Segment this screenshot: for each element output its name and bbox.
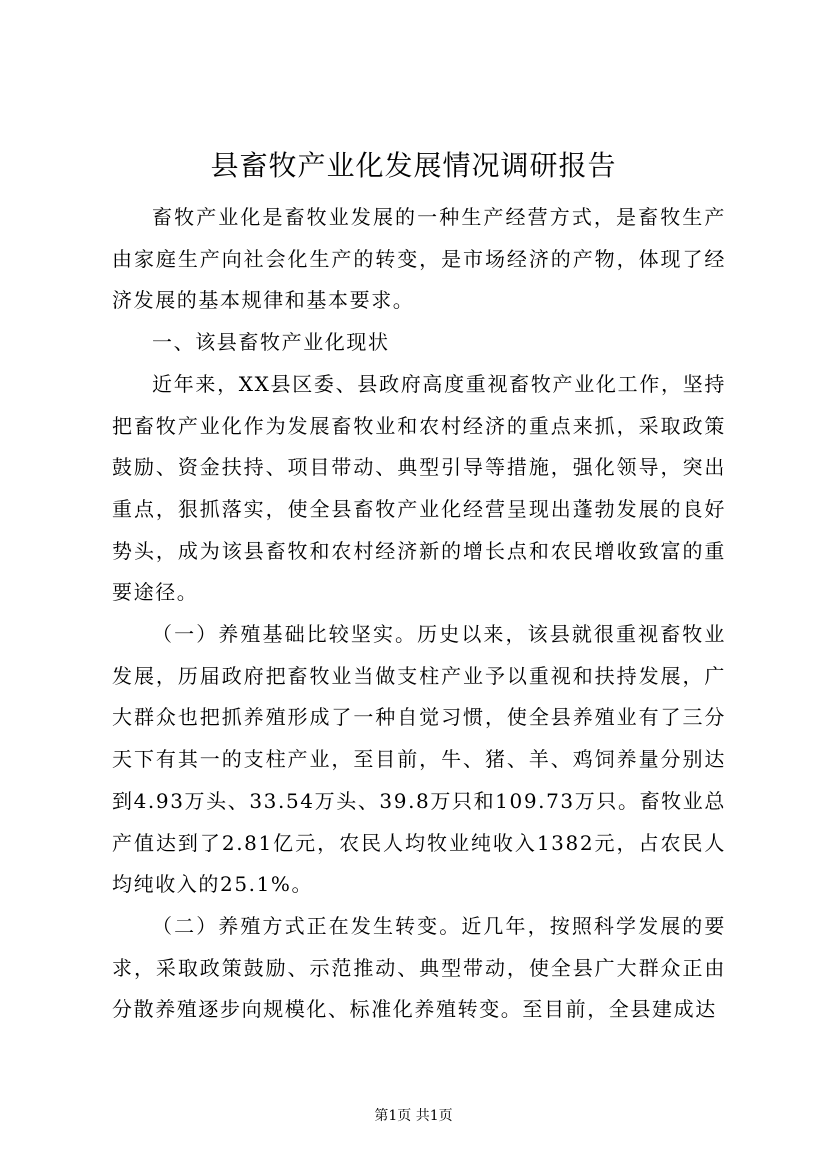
page-number-footer: 第1页 共1页 — [374, 1108, 453, 1124]
document-body — [112, 197, 726, 1031]
paragraph-breeding-foundation: （一）养殖基础比较坚实。历史以来，该县就很重视畜牧业发展，历届政府把畜牧业当做支柱产业予以重视和扶持发展，广大群众也把抓养殖形成了一种自觉习惯，使全县养殖业有了三分天下有其一的支柱产业，至目前，牛、猪、羊、鸡饲养量分别达到4.93万头、33.54万头、39.8万只和109.73万只。畜牧业总产值达到了2.81亿元，农民人均牧业纯收入1382元，占农民人均纯收入的25.1%。 — [112, 622, 726, 897]
section-heading-status: 一、该县畜牧产业化现状 — [152, 330, 390, 355]
paragraph-recent-years: 近年来，XX县区委、县政府高度重视畜牧产业化工作，坚持把畜牧产业化作为发展畜牧业和农村经济的重点来抓，采取政策鼓励、资金扶持、项目带动、典型引导等措施，强化领导，突出重点，狠抓落实，使全县畜牧产业化经营呈现出蓬勃发展的良好势头，成为该县畜牧和农村经济新的增长点和农民增收致富的重要途径。 — [112, 371, 726, 605]
paragraph-intro: 畜牧产业化是畜牧业发展的一种生产经营方式，是畜牧生产由家庭生产向社会化生产的转变，是市场经济的产物，体现了经济发展的基本规律和基本要求。 — [112, 205, 726, 313]
paragraph-breeding-transformation: （二）养殖方式正在发生转变。近几年，按照科学发展的要求，采取政策鼓励、示范推动、典型带动，使全县广大群众正由分散养殖逐步向规模化、标准化养殖转变。至目前，全县建成达 — [112, 913, 726, 1022]
document-title: 县畜牧产业化发展情况调研报告 — [210, 149, 617, 182]
